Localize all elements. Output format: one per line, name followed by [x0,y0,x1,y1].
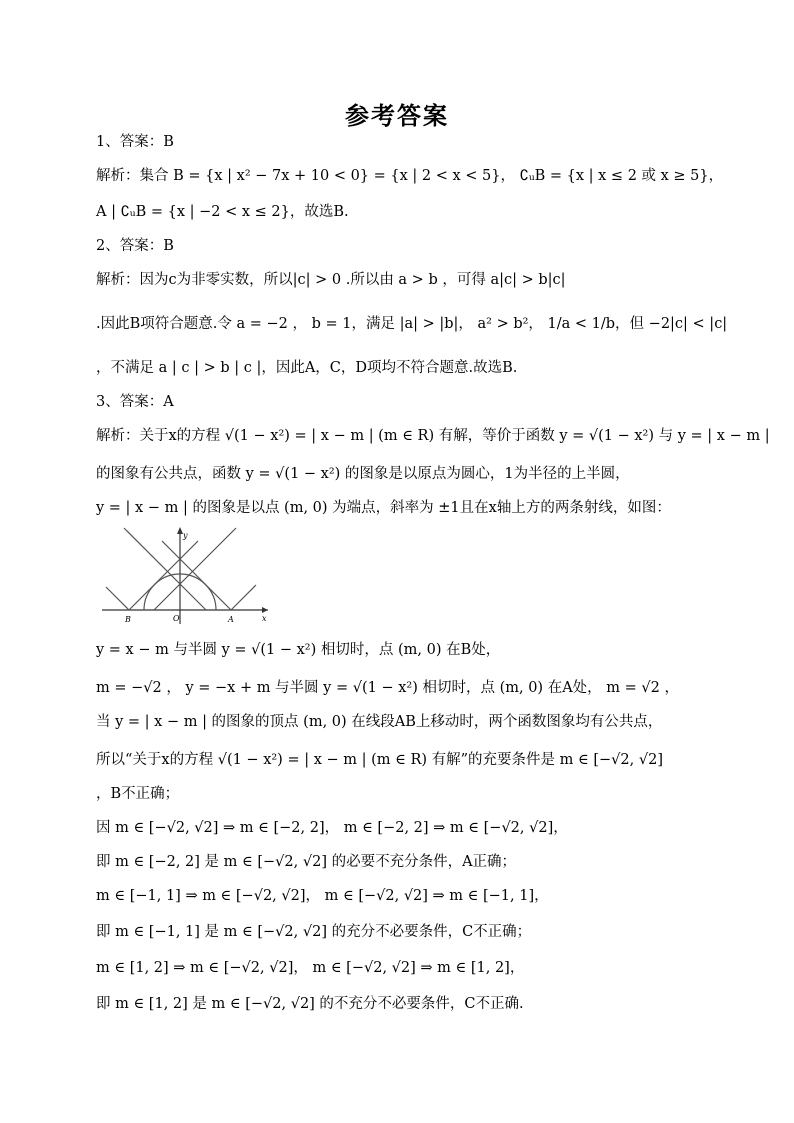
q2-explanation-line: ，不满足 a | c | > b | c |，因此A，C，D项均不符合题意.故选B. [96,360,518,376]
page-title: 参考答案 [345,101,449,130]
q1-explanation-line: 解析：集合 B = {x | x² − 7x + 10 < 0} = {x | 2 < x < 5}， ∁ᵤB = {x | x ≤ 2 或 x ≥ 5}， [96,168,724,184]
q3-answer: 3、答案：A [96,394,174,410]
label-origin: O [173,614,180,623]
ray-mid-right [154,528,236,610]
q3-explanation-line: 的图象有公共点，函数 y = √(1 − x²) 的图象是以原点为圆心，1为半径的上半圆， [96,466,630,482]
q3-explanation-line: 所以“关于x的方程 √(1 − x²) = | x − m | (m ∈ R) 有解”的充要条件是 m ∈ [−√2, √2] [96,752,663,768]
q2-explanation-line: .因此B项符合题意.令 a = −2 ， b = 1，满足 |a| > |b|， a² > b²， 1/a < 1/b，但 −2|c| < |c| [96,316,728,332]
label-b: B [125,615,131,624]
q3-explanation-line: m ∈ [1, 2] ⇒ m ∈ [−√2, √2]， m ∈ [−√2, √2] ⇒ m ∈ [1, 2]， [96,960,525,976]
q3-explanation-line: 解析：关于x的方程 √(1 − x²) = | x − m | (m ∈ R) 有解，等价于函数 y = √(1 − x²) 与 y = | x − m | [96,428,770,444]
q3-explanation-line: y = x − m 与半圆 y = √(1 − x²) 相切时，点 (m, 0) 在B处， [96,642,501,658]
ray-a-right [231,585,256,610]
q3-explanation-line: y = | x − m | 的图象是以点 (m, 0) 为端点，斜率为 ±1且在x轴上方的两条射线，如图： [96,500,671,516]
q3-explanation-line: ，B不正确； [96,786,180,802]
label-a: A [228,615,234,624]
ray-b-left [106,587,129,610]
figure-svg [96,524,274,629]
q3-explanation-line: 因 m ∈ [−√2, √2] ⇒ m ∈ [−2, 2]， m ∈ [−2, 2] ⇒ m ∈ [−√2, √2]， [96,820,568,836]
ray-a-left [162,541,231,610]
q3-explanation-line: 即 m ∈ [−2, 2] 是 m ∈ [−√2, √2] 的必要不充分条件，A正确； [96,854,517,870]
x-axis-arrow-icon [262,607,268,613]
semicircle-rays-figure [96,524,274,629]
q3-explanation-line: m ∈ [−1, 1] ⇒ m ∈ [−√2, √2]， m ∈ [−√2, √2] ⇒ m ∈ [−1, 1]， [96,888,549,904]
q1-explanation-line: A | ∁ᵤB = {x | −2 < x ≤ 2}，故选B. [96,204,349,220]
label-x: x [262,614,267,623]
q3-explanation-line: 即 m ∈ [−1, 1] 是 m ∈ [−√2, √2] 的充分不必要条件，C不正确； [96,924,532,940]
q3-explanation-line: m = −√2 ， y = −x + m 与半圆 y = √(1 − x²) 相切时，点 (m, 0) 在A处， m = √2 ， [96,680,679,696]
ray-mid-left [124,528,206,610]
q1-answer: 1、答案：B [96,134,174,150]
label-y: y [183,531,188,540]
ray-b-right [129,541,198,610]
q3-explanation-line: 即 m ∈ [1, 2] 是 m ∈ [−√2, √2] 的不充分不必要条件，C不正确. [96,996,524,1012]
q2-answer: 2、答案：B [96,238,174,254]
q2-explanation-line: 解析：因为c为非零实数，所以|c| > 0 .所以由 a > b ，可得 a|c| > b|c| [96,272,566,288]
q3-explanation-line: 当 y = | x − m | 的图象的顶点 (m, 0) 在线段AB上移动时，两个函数图象均有公共点， [96,714,663,730]
